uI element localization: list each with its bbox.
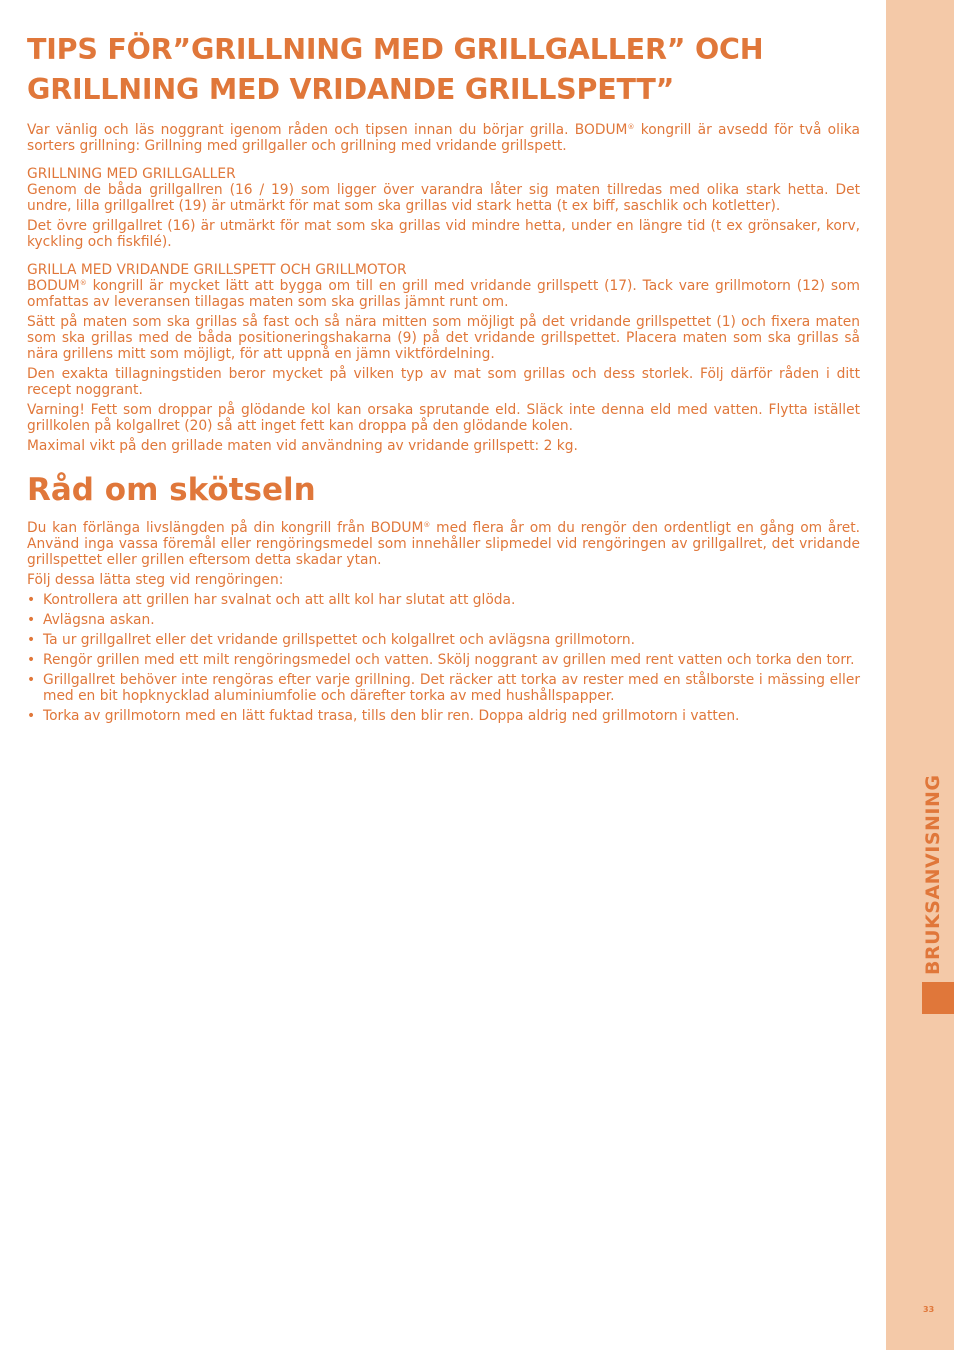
intro-text-1: Var vänlig och läs noggrant igenom råden och tipsen innan du börjar grilla. BODUM [27, 122, 628, 138]
section1-paragraph-1: Genom de båda grillgallren (16 / 19) som ligger över varandra låter sig maten tillredas med olika stark hetta. Det undre, lilla grillgallret (19) är utmärkt för mat som ska grillas vid stark hetta (t ex biff, saschlik och kotletter). [27, 182, 860, 214]
list-item [27, 652, 860, 668]
list-item-text: Avlägsna askan. [43, 612, 155, 628]
sidebar-tab-marker [922, 982, 954, 1014]
care-paragraph-2: Följ dessa lätta steg vid rengöringen: [27, 572, 284, 588]
section2-paragraph-2: Sätt på maten som ska grillas så fast och så nära mitten som möjligt på det vridande grillspettet (1) och fixera maten som ska grillas med de båda positioneringshakarna (9) på det vridande grillspettet. Placera maten som ska grillas så nära grillens mitt som möjligt, för att uppnå en jämn viktfördelning. [27, 314, 860, 362]
intro-text-2: kongrill är avsedd för två olika sorters grillning: Grillning med grillgaller och grillning med vridande grillspett. [27, 122, 860, 154]
bullet-icon: • [27, 612, 36, 628]
list-item-text: Torka av grillmotorn med en lätt fuktad trasa, tills den blir ren. Doppa aldrig ned grillmotorn i vatten. [43, 708, 740, 724]
section2-paragraph-4: Varning! Fett som droppar på glödande kol kan orsaka sprutande eld. Släck inte denna eld med vatten. Flytta istället grillkolen på kolgallret (20) så att inget fett kan droppa på den glödande kolen. [27, 402, 860, 434]
care-paragraph-1 [27, 520, 860, 568]
sidebar-label-text: BRUKSANVISNING [922, 774, 944, 975]
section2-paragraph-1 [27, 278, 860, 310]
intro-paragraph [27, 122, 860, 154]
section2-paragraph-3: Den exakta tillagningstiden beror mycket på vilken typ av mat som grillas och dess storlek. Följ därför råden i ditt recept noggrant. [27, 366, 860, 398]
list-item-text: Ta ur grillgallret eller det vridande grillspettet och kolgallret och avlägsna grillmotorn. [43, 632, 635, 648]
list-item-text: Rengör grillen med ett milt rengöringsmedel och vatten. Skölj noggrant av grillen med rent vatten och torka den torr. [43, 652, 855, 668]
bullet-icon: • [27, 708, 36, 724]
page-title: TIPS FÖR”GRILLNING MED GRILLGALLER” OCH GRILLNING MED VRIDANDE GRILLSPETT” [27, 33, 764, 106]
registered-mark: ® [423, 521, 431, 529]
list-item [27, 708, 860, 724]
list-item [27, 592, 860, 608]
list-item [27, 632, 860, 648]
page-number: 33 [923, 1305, 935, 1314]
list-item-text: Kontrollera att grillen har svalnat och att allt kol har slutat att glöda. [43, 592, 516, 608]
section2-p1-text-1: BODUM [27, 278, 80, 294]
bullet-icon: • [27, 632, 36, 648]
registered-mark: ® [79, 279, 87, 287]
care-title: Råd om skötseln [27, 472, 316, 508]
list-item-text: Grillgallret behöver inte rengöras efter varje grillning. Det räcker att torka av rester med en stålborste i mässing eller med en bit hopknycklad aluminiumfolie och därefter torka av med hushållspapper. [43, 672, 860, 704]
section2-p1-text-2: kongrill är mycket lätt att bygga om till en grill med vridande grillspett (17). Tack vare grillmotorn (12) som omfattas av leveransen tillagas maten som ska grillas jämnt runt om. [27, 278, 860, 310]
registered-mark: ® [627, 123, 635, 131]
section-heading-grillgaller: GRILLNING MED GRILLGALLER [27, 166, 236, 182]
bullet-icon: • [27, 592, 36, 608]
care-p1-text-2: med flera år om du rengör den ordentligt en gång om året. Använd inga vassa föremål eller rengöringsmedel som innehåller slipmedel vid rengöringen av grillgallret, det vridande grillspettet eller grillen eftersom detta skadar ytan. [27, 520, 860, 568]
sidebar-strip [886, 0, 954, 1350]
sidebar-label [920, 770, 950, 975]
bullet-icon: • [27, 672, 36, 688]
bullet-icon: • [27, 652, 36, 668]
section-heading-grillspett: GRILLA MED VRIDANDE GRILLSPETT OCH GRILLMOTOR [27, 262, 407, 278]
list-item [27, 672, 860, 704]
care-steps-list [27, 592, 860, 724]
section1-paragraph-2: Det övre grillgallret (16) är utmärkt för mat som ska grillas vid mindre hetta, under en längre tid (t ex grönsaker, korv, kyckling och fiskfilé). [27, 218, 860, 250]
main-content [27, 30, 860, 728]
care-p1-text-1: Du kan förlänga livslängden på din kongrill från BODUM [27, 520, 424, 536]
section2-paragraph-5: Maximal vikt på den grillade maten vid användning av vridande grillspett: 2 kg. [27, 438, 578, 454]
list-item [27, 612, 860, 628]
